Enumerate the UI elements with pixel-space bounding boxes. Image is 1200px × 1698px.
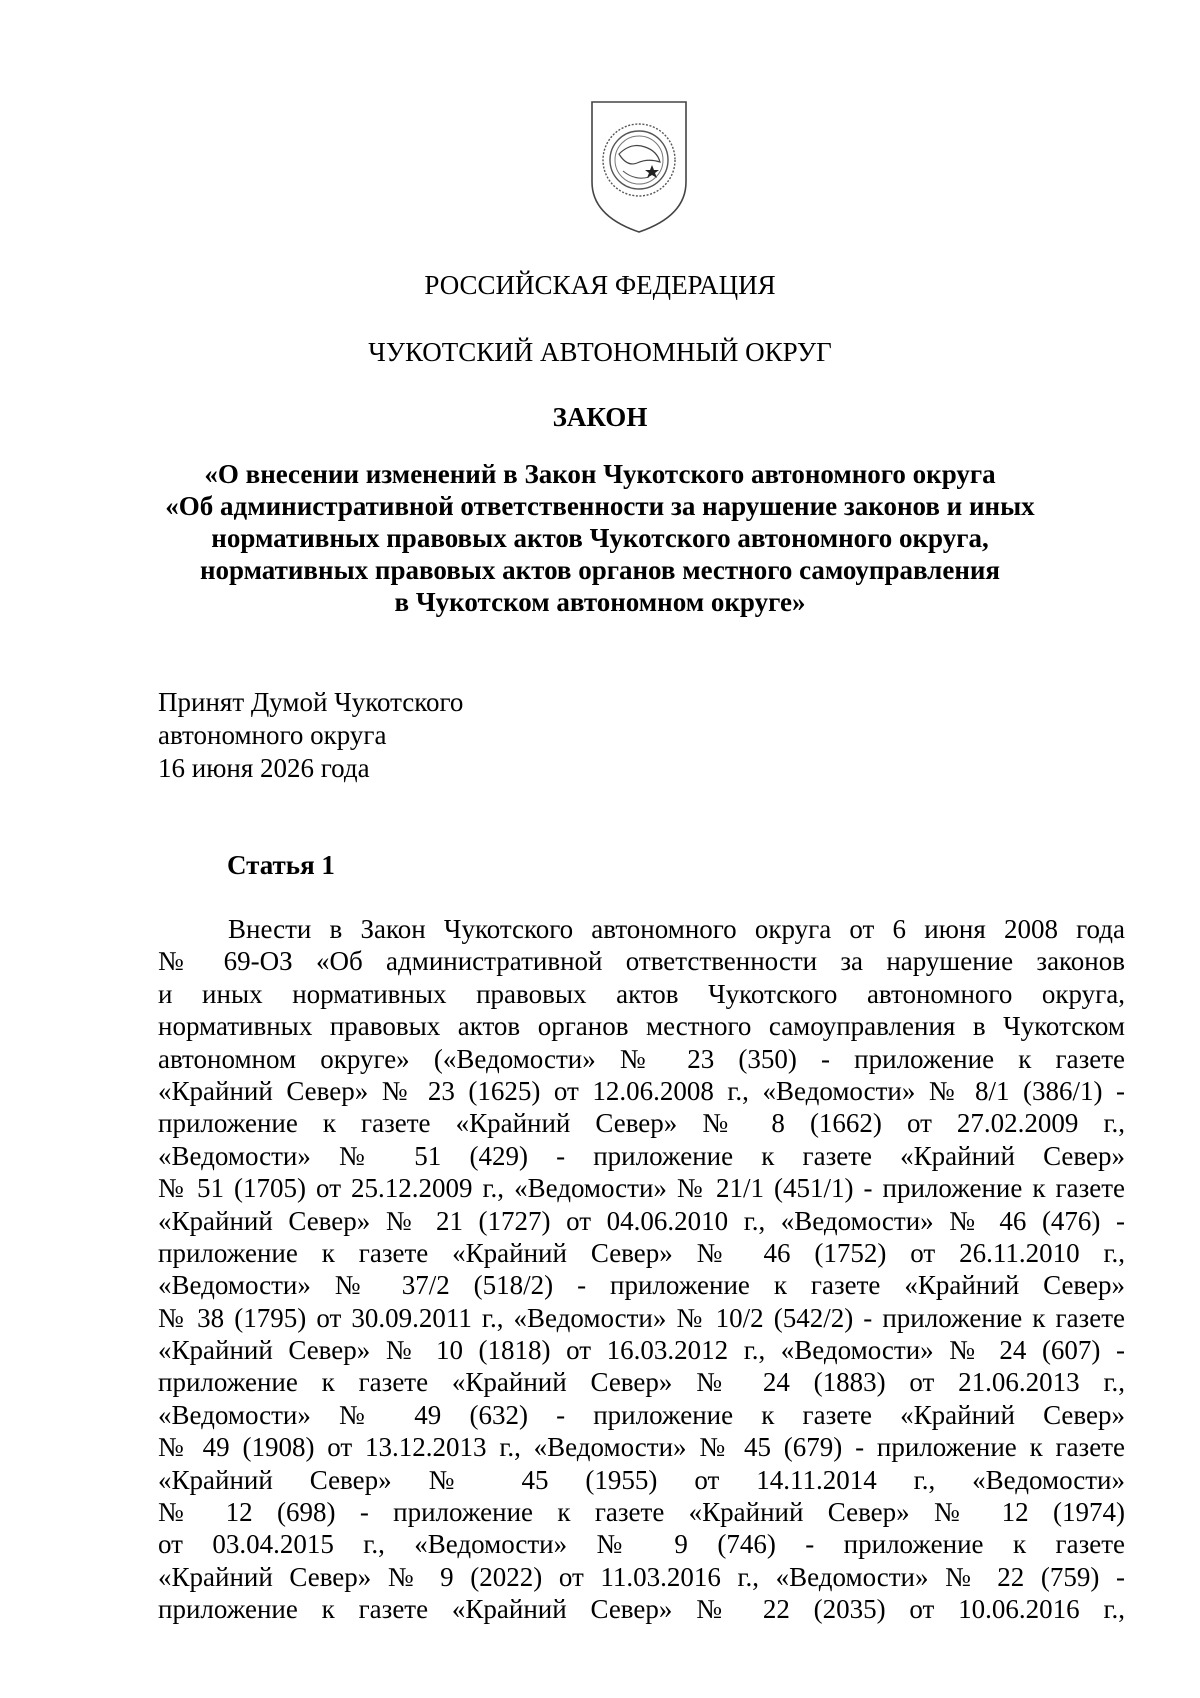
body-line: приложение к газете «Крайний Север» № 24 (1883) от 21.06.2013 г.,: [158, 1367, 1125, 1398]
body-line: «Крайний Север» № 23 (1625) от 12.06.2008 г., «Ведомости» № 8/1 (386/1) -: [158, 1075, 1125, 1106]
body-line: приложение к газете «Крайний Север» № 46 (1752) от 26.11.2010 г.,: [158, 1237, 1125, 1268]
law-title-line: в Чукотском автономном округе»: [394, 587, 806, 617]
body-line: нормативных правовых актов органов местного самоуправления в Чукотском: [158, 1011, 1125, 1042]
body-line: № 38 (1795) от 30.09.2011 г., «Ведомости» № 10/2 (542/2) - приложение к газете: [158, 1302, 1125, 1333]
law-title-line: нормативных правовых актов органов местного самоуправления: [199, 555, 1001, 585]
body-line: Внести в Закон Чукотского автономного округа от 6 июня 2008 года: [228, 914, 1125, 944]
article-heading: Статья 1: [227, 850, 335, 880]
body-line: приложение к газете «Крайний Север» № 8 (1662) от 27.02.2009 г.,: [158, 1108, 1125, 1139]
body-line: № 12 (698) - приложение к газете «Крайний Север» № 12 (1974): [158, 1497, 1125, 1528]
region-title: ЧУКОТСКИЙ АВТОНОМНЫЙ ОКРУГ: [368, 337, 832, 367]
body-line: «Крайний Север» № 10 (1818) от 16.03.2012 г., «Ведомости» № 24 (607) -: [158, 1335, 1125, 1366]
body-line: № 51 (1705) от 25.12.2009 г., «Ведомости» № 21/1 (451/1) - приложение к газете: [158, 1173, 1125, 1204]
body-line: «Ведомости» № 51 (429) - приложение к газете «Крайний Север»: [158, 1140, 1125, 1171]
body-line: № 69-ОЗ «Об административной ответственности за нарушение законов: [158, 946, 1125, 977]
body-line: «Ведомости» № 49 (632) - приложение к газете «Крайний Север»: [158, 1399, 1125, 1430]
document-type: ЗАКОН: [552, 402, 648, 432]
body-line: «Крайний Север» № 9 (2022) от 11.03.2016 г., «Ведомости» № 22 (759) -: [158, 1561, 1125, 1592]
body-line: № 49 (1908) от 13.12.2013 г., «Ведомости» № 45 (679) - приложение к газете: [158, 1432, 1125, 1463]
adoption-note: [158, 686, 463, 785]
adoption-line: автономного округа: [158, 720, 387, 750]
body-line: автономном округе» («Ведомости» № 23 (350) - приложение к газете: [158, 1043, 1125, 1074]
coat-of-arms-emblem-icon: [586, 98, 692, 236]
body-line: от 03.04.2015 г., «Ведомости» № 9 (746) - приложение к газете: [158, 1529, 1125, 1560]
body-line: «Крайний Север» № 21 (1727) от 04.06.2010 г., «Ведомости» № 46 (476) -: [158, 1205, 1125, 1236]
body-line: приложение к газете «Крайний Север» № 22 (2035) от 10.06.2016 г.,: [158, 1594, 1125, 1625]
adoption-date: 16 июня 2026 года: [158, 753, 370, 783]
country-title: РОССИЙСКАЯ ФЕДЕРАЦИЯ: [424, 270, 776, 300]
law-title: [150, 458, 1050, 618]
law-title-line: «Об административной ответственности за нарушение законов и иных: [165, 491, 1035, 521]
article-body: [158, 913, 1125, 1626]
body-line: и иных нормативных правовых актов Чукотского автономного округа,: [158, 978, 1125, 1009]
law-title-line: нормативных правовых актов Чукотского автономного округа,: [211, 523, 989, 553]
body-line: «Крайний Север» № 45 (1955) от 14.11.2014 г., «Ведомости»: [158, 1464, 1125, 1495]
law-title-line: «О внесении изменений в Закон Чукотского автономного округа: [204, 459, 996, 489]
adoption-line: Принят Думой Чукотского: [158, 687, 464, 717]
body-line: «Ведомости» № 37/2 (518/2) - приложение к газете «Крайний Север»: [158, 1270, 1125, 1301]
